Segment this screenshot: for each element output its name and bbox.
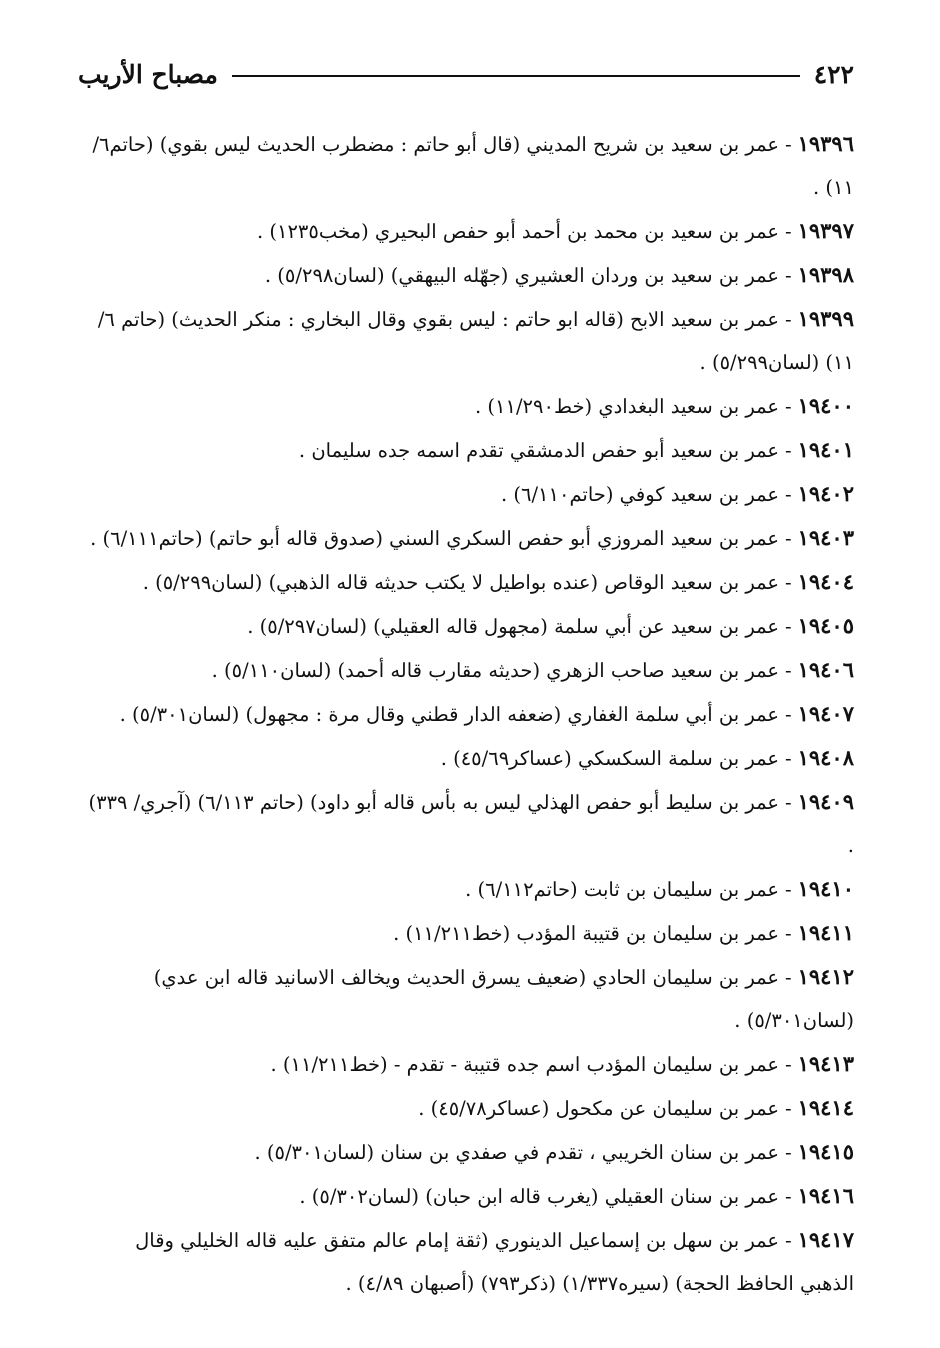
list-item: ١٩٤١٥-عمر بن سنان الخريبي ، تقدم في صفدي بن سنان (لسان٥/٣٠١) . — [254, 1139, 854, 1164]
entry-text: عمر بن سعيد الابح (قاله ابو حاتم : ليس بقوي وقال البخاري : منكر الحديث) (حاتم ٦/ ١١) (لسان٥/٢٩٩) . — [97, 308, 854, 374]
entry-number: ١٩٤١١ — [797, 920, 854, 945]
entry-number: ١٩٤١٥ — [797, 1139, 854, 1164]
entry-text: عمر بن سعيد كوفي (حاتم٦/١١٠) . — [500, 483, 779, 506]
list-item: ١٩٤٠٩-عمر بن سليط أبو حفص الهذلي ليس به بأس قاله أبو داود) (حاتم ٦/١١٣) (آجري/ ٣٣٩) . — [88, 789, 854, 857]
list-item: ١٩٤٠٨-عمر بن سلمة السكسكي (عساكر٤٥/٦٩) . — [440, 745, 854, 770]
list-item: ١٩٤١٢-عمر بن سليمان الحادي (ضعيف يسرق الحديث ويخالف الاسانيد قاله ابن عدي) (لسان٥/٣٠١) . — [153, 964, 854, 1032]
entry-number: ١٩٤١٣ — [797, 1051, 854, 1076]
list-item: ١٩٣٩٧-عمر بن سعيد بن محمد بن أحمد أبو حفص البحيري (مخب١٢٣٥) . — [256, 218, 854, 243]
header-rule — [232, 75, 800, 77]
list-item: ١٩٤١١-عمر بن سليمان بن قتيبة المؤدب (خط١١/٢١١) . — [393, 920, 854, 945]
entry-number: ١٩٤١٠ — [797, 876, 854, 901]
entry-number: ١٩٤٠٣ — [797, 525, 854, 550]
entry-text: عمر بن سنان العقيلي (يغرب قاله ابن حبان) (لسان٥/٣٠٢) . — [299, 1185, 779, 1208]
entry-text: عمر بن سليمان عن مكحول (عساكر٤٥/٧٨) . — [418, 1097, 779, 1120]
entry-text: عمر بن سليمان بن قتيبة المؤدب (خط١١/٢١١) . — [393, 922, 779, 945]
entry-list — [78, 122, 854, 1305]
running-title: مصباح الأريب — [78, 59, 218, 89]
entry-text: عمر بن سعيد عن أبي سلمة (مجهول قاله العقيلي) (لسان٥/٢٩٧) . — [247, 615, 779, 638]
list-item: ١٩٤٠٦-عمر بن سعيد صاحب الزهري (حديثه مقارب قاله أحمد) (لسان٥/١١٠) . — [211, 657, 854, 682]
page-header — [78, 52, 854, 96]
entry-number: ١٩٤١٦ — [797, 1183, 854, 1208]
entry-text: عمر بن سعيد بن شريح المديني (قال أبو حاتم : مضطرب الحديث ليس بقوي) (حاتم٦/ ١١) . — [92, 133, 854, 199]
entry-text: عمر بن سهل بن إسماعيل الدينوري (ثقة إمام عالم متفق عليه قاله الخليلي وقال الذهبي الحافظ الحجة) (سيره١/٣٣٧) (ذكر٧٩٣) (أصبهان ٤/٨٩) . — [135, 1229, 854, 1295]
entry-text: عمر بن أبي سلمة الغفاري (ضعفه الدار قطني وقال مرة : مجهول) (لسان٥/٣٠١) . — [119, 703, 779, 726]
entry-text: عمر بن سعيد أبو حفص الدمشقي تقدم اسمه جده سليمان . — [298, 439, 779, 462]
document-page — [78, 52, 854, 1308]
list-item: ١٩٤١٣-عمر بن سليمان المؤدب اسم جده قتيبة - تقدم - (خط١١/٢١١) . — [270, 1051, 854, 1076]
list-item: ١٩٤٠٢-عمر بن سعيد كوفي (حاتم٦/١١٠) . — [500, 481, 854, 506]
entry-number: ١٩٤٠٧ — [797, 701, 854, 726]
entry-number: ١٩٣٩٦ — [797, 131, 854, 156]
list-item: ١٩٤١٠-عمر بن سليمان بن ثابت (حاتم٦/١١٢) . — [465, 876, 854, 901]
list-item: ١٩٤١٤-عمر بن سليمان عن مكحول (عساكر٤٥/٧٨) . — [418, 1095, 854, 1120]
entry-text: عمر بن سليمان المؤدب اسم جده قتيبة - تقدم - (خط١١/٢١١) . — [270, 1053, 779, 1076]
entry-text: عمر بن سعيد بن وردان العشيري (جهّله البيهقي) (لسان٥/٢٩٨) . — [264, 264, 779, 287]
entry-text: عمر بن سليمان بن ثابت (حاتم٦/١١٢) . — [465, 878, 779, 901]
list-item: ١٩٣٩٩-عمر بن سعيد الابح (قاله ابو حاتم : ليس بقوي وقال البخاري : منكر الحديث) (حاتم ٦/ ١١) (لسان٥/٢٩٩) . — [97, 306, 854, 374]
entry-number: ١٩٤١٤ — [797, 1095, 854, 1120]
entry-number: ١٩٤١٢ — [797, 964, 854, 989]
list-item: ١٩٤٠٥-عمر بن سعيد عن أبي سلمة (مجهول قاله العقيلي) (لسان٥/٢٩٧) . — [247, 613, 854, 638]
entry-text: عمر بن سنان الخريبي ، تقدم في صفدي بن سنان (لسان٥/٣٠١) . — [254, 1141, 779, 1164]
list-item: ١٩٤٠٧-عمر بن أبي سلمة الغفاري (ضعفه الدار قطني وقال مرة : مجهول) (لسان٥/٣٠١) . — [119, 701, 854, 726]
entry-number: ١٩٤٠٦ — [797, 657, 854, 682]
entry-number: ١٩٣٩٨ — [797, 262, 854, 287]
entry-text: عمر بن سليط أبو حفص الهذلي ليس به بأس قاله أبو داود) (حاتم ٦/١١٣) (آجري/ ٣٣٩) . — [88, 791, 854, 857]
entry-text: عمر بن سليمان الحادي (ضعيف يسرق الحديث ويخالف الاسانيد قاله ابن عدي) (لسان٥/٣٠١) . — [153, 966, 854, 1032]
list-item: ١٩٣٩٨-عمر بن سعيد بن وردان العشيري (جهّله البيهقي) (لسان٥/٢٩٨) . — [264, 262, 854, 287]
list-item: ١٩٤٠٤-عمر بن سعيد الوقاص (عنده بواطيل لا يكتب حديثه قاله الذهبي) (لسان٥/٢٩٩) . — [142, 569, 854, 594]
entry-text: عمر بن سعيد المروزي أبو حفص السكري السني (صدوق قاله أبو حاتم) (حاتم٦/١١١) . — [90, 527, 779, 550]
entry-number: ١٩٤٠١ — [797, 437, 854, 462]
entry-number: ١٩٤٠٨ — [797, 745, 854, 770]
entry-number: ١٩٤٠٩ — [797, 789, 854, 814]
list-item: ١٩٣٩٦-عمر بن سعيد بن شريح المديني (قال أبو حاتم : مضطرب الحديث ليس بقوي) (حاتم٦/ ١١) . — [92, 131, 854, 199]
entry-number: ١٩٤١٧ — [797, 1227, 854, 1252]
entry-text: عمر بن سعيد صاحب الزهري (حديثه مقارب قاله أحمد) (لسان٥/١١٠) . — [211, 659, 779, 682]
entry-number: ١٩٤٠٢ — [797, 481, 854, 506]
entry-text: عمر بن سلمة السكسكي (عساكر٤٥/٦٩) . — [440, 747, 779, 770]
list-item: ١٩٤٠٣-عمر بن سعيد المروزي أبو حفص السكري السني (صدوق قاله أبو حاتم) (حاتم٦/١١١) . — [90, 525, 854, 550]
page-number: ٤٢٢ — [813, 59, 854, 89]
entry-number: ١٩٣٩٧ — [797, 218, 854, 243]
list-item: ١٩٤٠١-عمر بن سعيد أبو حفص الدمشقي تقدم اسمه جده سليمان . — [298, 437, 854, 462]
list-item: ١٩٤٠٠-عمر بن سعيد البغدادي (خط١١/٢٩٠) . — [475, 393, 854, 418]
entry-text: عمر بن سعيد البغدادي (خط١١/٢٩٠) . — [475, 395, 779, 418]
entry-number: ١٩٤٠٠ — [797, 393, 854, 418]
entry-number: ١٩٤٠٥ — [797, 613, 854, 638]
entry-number: ١٩٣٩٩ — [797, 306, 854, 331]
entry-text: عمر بن سعيد بن محمد بن أحمد أبو حفص البحيري (مخب١٢٣٥) . — [256, 220, 779, 243]
list-item: ١٩٤١٧-عمر بن سهل بن إسماعيل الدينوري (ثقة إمام عالم متفق عليه قاله الخليلي وقال الذهبي الحافظ الحجة) (سيره١/٣٣٧) (ذكر٧٩٣) (أصبهان ٤/٨٩) . — [135, 1227, 854, 1295]
entry-text: عمر بن سعيد الوقاص (عنده بواطيل لا يكتب حديثه قاله الذهبي) (لسان٥/٢٩٩) . — [142, 571, 779, 594]
list-item: ١٩٤١٦-عمر بن سنان العقيلي (يغرب قاله ابن حبان) (لسان٥/٣٠٢) . — [299, 1183, 854, 1208]
entry-number: ١٩٤٠٤ — [797, 569, 854, 594]
